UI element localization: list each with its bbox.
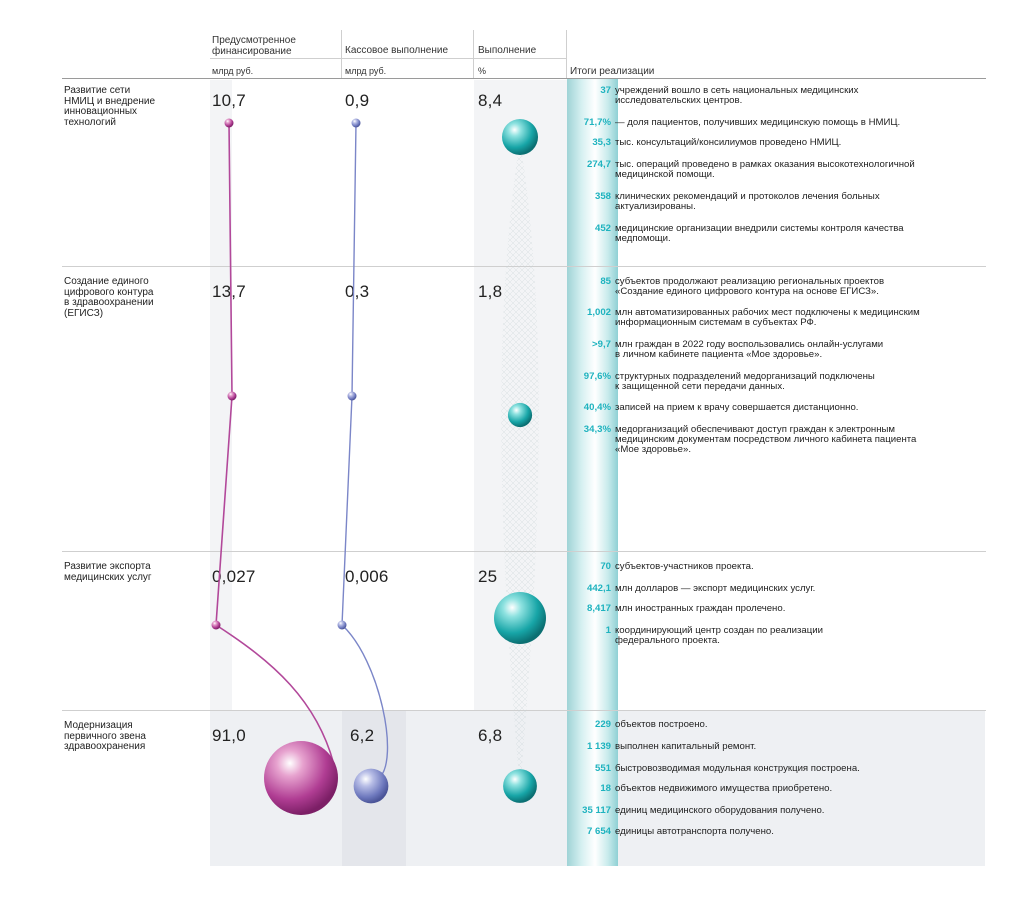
cash-marker-2 bbox=[338, 621, 347, 630]
result-number: 8,417 bbox=[586, 603, 611, 614]
value-cash-0: 0,9 bbox=[345, 91, 370, 110]
planned-marker-2 bbox=[212, 621, 221, 630]
result-text: субъектов-участников проекта. bbox=[615, 561, 754, 572]
value-cash-2: 0,006 bbox=[345, 567, 389, 586]
percent-bubble-1 bbox=[508, 403, 532, 427]
result-number: 1 bbox=[605, 625, 611, 636]
value-planned-2: 0,027 bbox=[212, 567, 256, 586]
value-percent-1: 1,8 bbox=[478, 282, 503, 301]
result-text: единиц медицинского оборудования получено. bbox=[615, 805, 825, 816]
result-text: — доля пациентов, получивших медицинскую помощь в НМИЦ. bbox=[615, 117, 901, 128]
result-number: 358 bbox=[594, 191, 611, 202]
planned-marker-0 bbox=[225, 119, 234, 128]
value-percent-2: 25 bbox=[478, 567, 498, 586]
row-label-primary-care: Модернизация первичного звена здравоохранения bbox=[64, 720, 146, 752]
result-number: 7 654 bbox=[586, 826, 611, 837]
value-planned-0: 10,7 bbox=[212, 91, 246, 110]
result-number: 452 bbox=[594, 223, 611, 234]
result-text: медорганизаций обеспечивают доступ граждан к электронным медицинским документам посредством личного кабинета пациента «Мое здоровье». bbox=[615, 424, 917, 455]
result-text: субъектов продолжают реализацию региональных проектов «Создание единого цифрового контура на основе ЕГИСЗ». bbox=[615, 276, 885, 297]
result-number: 1 139 bbox=[586, 741, 611, 752]
result-text: объектов недвижимого имущества приобретено. bbox=[615, 783, 833, 794]
value-percent-0: 8,4 bbox=[478, 91, 503, 110]
result-number: 37 bbox=[600, 85, 611, 96]
percent-bubble-2 bbox=[494, 592, 546, 644]
percent-bubble-0 bbox=[502, 119, 538, 155]
result-text: выполнен капитальный ремонт. bbox=[615, 741, 757, 752]
result-text: тыс. операций проведено в рамках оказания высокотехнологичной медицинской помощи. bbox=[615, 159, 915, 180]
cash-marker-0 bbox=[352, 119, 361, 128]
unit-cash: млрд руб. bbox=[345, 66, 387, 76]
result-number: 35,3 bbox=[592, 137, 611, 148]
value-cash-3: 6,2 bbox=[350, 726, 375, 745]
result-number: 97,6% bbox=[583, 371, 611, 382]
header-percent: Выполнение bbox=[478, 45, 537, 56]
result-text: структурных подразделений медорганизаций подключены к защищенной сети передачи данных. bbox=[615, 371, 875, 392]
result-number: 71,7% bbox=[583, 117, 611, 128]
result-number: 274,7 bbox=[586, 159, 611, 170]
result-text: млн граждан в 2022 году воспользовались онлайн-услугами в личном кабинете пациента «Мое здоровье». bbox=[615, 339, 884, 360]
result-text: объектов построено. bbox=[615, 719, 708, 730]
cash-series-line bbox=[342, 123, 388, 778]
result-number: 85 bbox=[600, 276, 611, 287]
result-text: единицы автотранспорта получено. bbox=[615, 826, 774, 837]
result-number: 70 bbox=[600, 561, 611, 572]
value-planned-3: 91,0 bbox=[212, 726, 246, 745]
planned-series-line bbox=[216, 123, 336, 773]
result-number: 442,1 bbox=[586, 583, 611, 594]
result-number: 18 bbox=[600, 783, 611, 794]
result-text: млн автоматизированных рабочих мест подключены к медицинским информационным системам в субъектах РФ. bbox=[615, 307, 920, 328]
cash-marker-1 bbox=[348, 392, 357, 401]
planned-bubble-primary-care bbox=[264, 741, 338, 815]
result-number: 40,4% bbox=[583, 402, 611, 413]
result-text: учреждений вошло в сеть национальных медицинских исследовательских центров. bbox=[615, 85, 859, 106]
result-number: 551 bbox=[594, 763, 611, 774]
row-label-egisz: Создание единого цифрового контура в здравоохранении (ЕГИСЗ) bbox=[64, 276, 154, 319]
series-marks bbox=[212, 119, 547, 816]
unit-percent: % bbox=[478, 66, 487, 76]
result-number: 229 bbox=[594, 719, 611, 730]
series-lines bbox=[216, 123, 388, 778]
result-text: медицинские организации внедрили системы контроля качества медпомощи. bbox=[615, 223, 904, 244]
row-label-nmic: Развитие сети НМИЦ и внедрение инновационных технологий bbox=[64, 85, 156, 128]
result-text: координирующий центр создан по реализации федерального проекта. bbox=[615, 625, 823, 646]
planned-marker-1 bbox=[228, 392, 237, 401]
value-planned-1: 13,7 bbox=[212, 282, 246, 301]
result-number: 34,3% bbox=[583, 424, 611, 435]
value-cash-1: 0,3 bbox=[345, 282, 370, 301]
header-cash: Кассовое выполнение bbox=[345, 45, 449, 56]
result-number: 1,002 bbox=[586, 307, 611, 318]
unit-planned: млрд руб. bbox=[212, 66, 254, 76]
result-number: >9,7 bbox=[592, 339, 611, 350]
row-label-export: Развитие экспорта медицинских услуг bbox=[64, 561, 152, 583]
result-text: млн иностранных граждан пролечено. bbox=[615, 603, 786, 614]
result-number: 35 117 bbox=[582, 805, 611, 816]
result-text: млн долларов — экспорт медицинских услуг. bbox=[615, 583, 816, 594]
value-percent-3: 6,8 bbox=[478, 726, 503, 745]
percent-bubble-3 bbox=[503, 769, 537, 803]
header-planned: Предусмотренное финансирование bbox=[212, 35, 296, 57]
result-text: тыс. консультаций/консилиумов проведено НМИЦ. bbox=[615, 137, 842, 148]
percent-mesh-band bbox=[501, 140, 539, 790]
result-text: быстровозводимая модульная конструкция построена. bbox=[615, 763, 860, 774]
result-text: клинических рекомендаций и протоколов лечения больных актуализированы. bbox=[615, 191, 880, 212]
result-text: записей на прием к врачу совершается дистанционно. bbox=[615, 402, 859, 413]
header-results: Итоги реализации bbox=[570, 66, 655, 77]
cash-bubble-primary-care bbox=[354, 769, 389, 804]
